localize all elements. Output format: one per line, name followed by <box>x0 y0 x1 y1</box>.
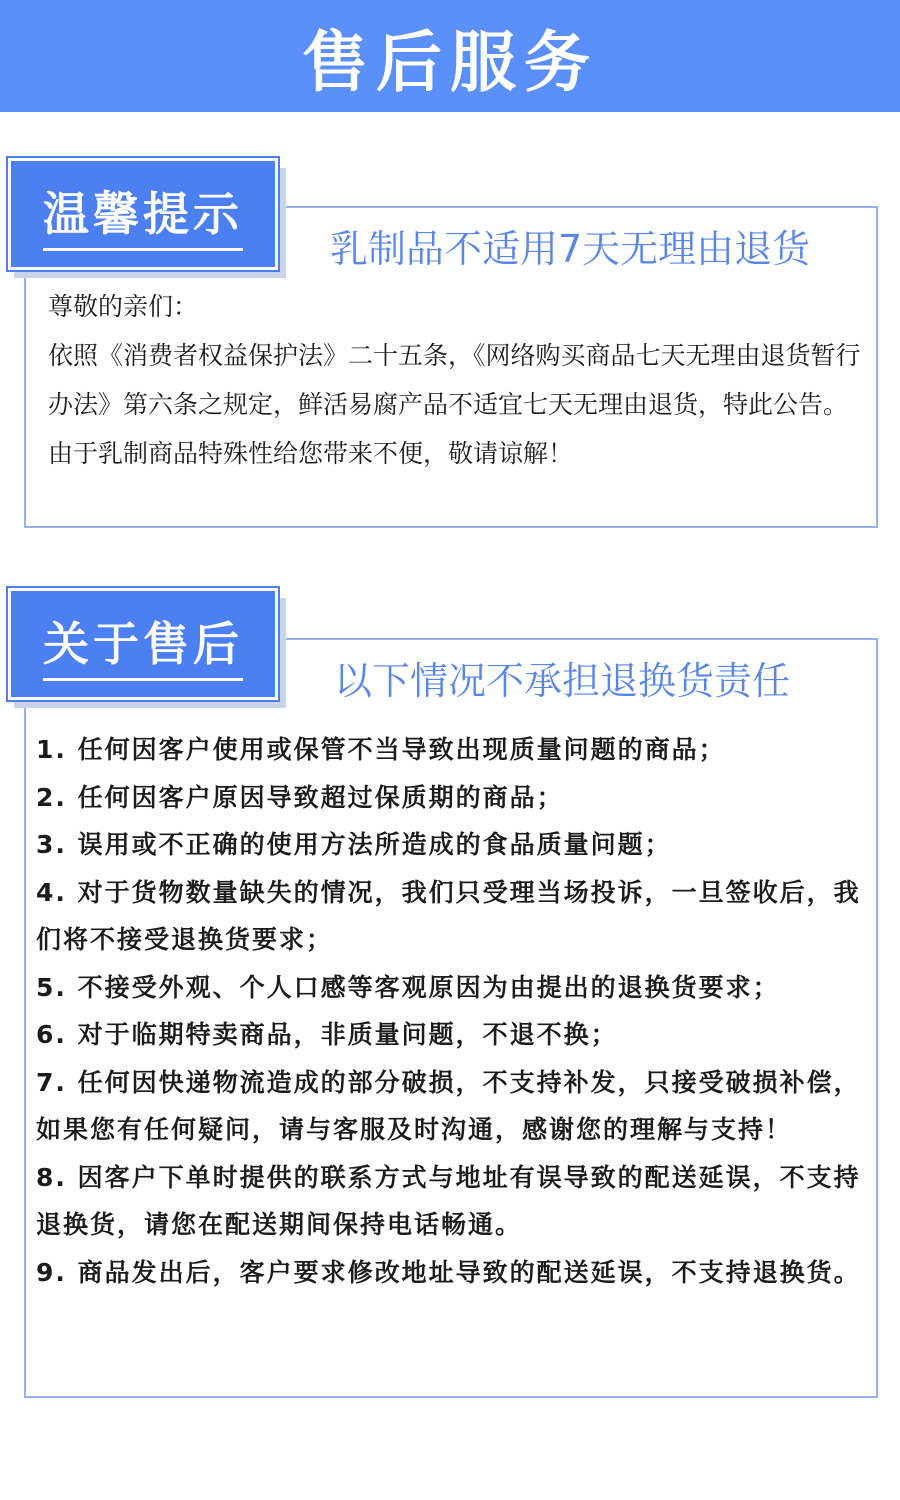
notice-subtitle: 乳制品不适用7天无理由退货 <box>330 227 811 271</box>
notice-paragraph: 依照《消费者权益保护法》二十五条，《网络购买商品七天无理由退货暂行办法》第六条之规定，鲜活易腐产品不适宜七天无理由退货，特此公告。 <box>48 341 861 419</box>
list-item: 8. 因客户下单时提供的联系方式与地址有误导致的配送延误，不支持退换货，请您在配送期间保持电话畅通。 <box>36 1162 861 1239</box>
list-item: 9. 商品发出后，客户要求修改地址导致的配送延误，不支持退换货。 <box>36 1257 861 1287</box>
list-item: 7. 任何因快递物流造成的部分破损，不支持补发，只接受破损补偿，如果您有任何疑问，请与客服及时沟通，感谢您的理解与支持！ <box>36 1067 861 1144</box>
after-sales-list <box>36 726 872 1296</box>
after-sales-tag <box>8 588 278 700</box>
list-item: 2. 任何因客户原因导致超过保质期的商品； <box>36 782 564 812</box>
list-item: 5. 不接受外观、个人口感等客观原因为由提出的退换货要求； <box>36 972 780 1002</box>
notice-tag <box>8 158 278 270</box>
list-item: 6. 对于临期特卖商品，非质量问题，不退不换； <box>36 1020 618 1049</box>
notice-greeting: 尊敬的亲们： <box>48 292 199 321</box>
list-item: 1. 任何因客户使用或保管不当导致出现质量问题的商品； <box>36 735 726 764</box>
notice-tag-label: 温馨提示 <box>43 178 243 251</box>
notice-body <box>48 282 866 478</box>
header-banner <box>0 0 900 112</box>
list-item: 3. 误用或不正确的使用方法所造成的食品质量问题； <box>36 830 672 859</box>
notice-apology: 由于乳制商品特殊性给您带来不便，敬请谅解！ <box>48 439 574 468</box>
list-item: 4. 对于货物数量缺失的情况，我们只受理当场投诉，一旦签收后，我们将不接受退换货要求； <box>36 877 861 954</box>
page-title: 售后服务 <box>302 23 598 101</box>
after-sales-subtitle: 以下情况不承担退换货责任 <box>334 659 791 703</box>
after-sales-tag-label: 关于售后 <box>43 608 243 681</box>
